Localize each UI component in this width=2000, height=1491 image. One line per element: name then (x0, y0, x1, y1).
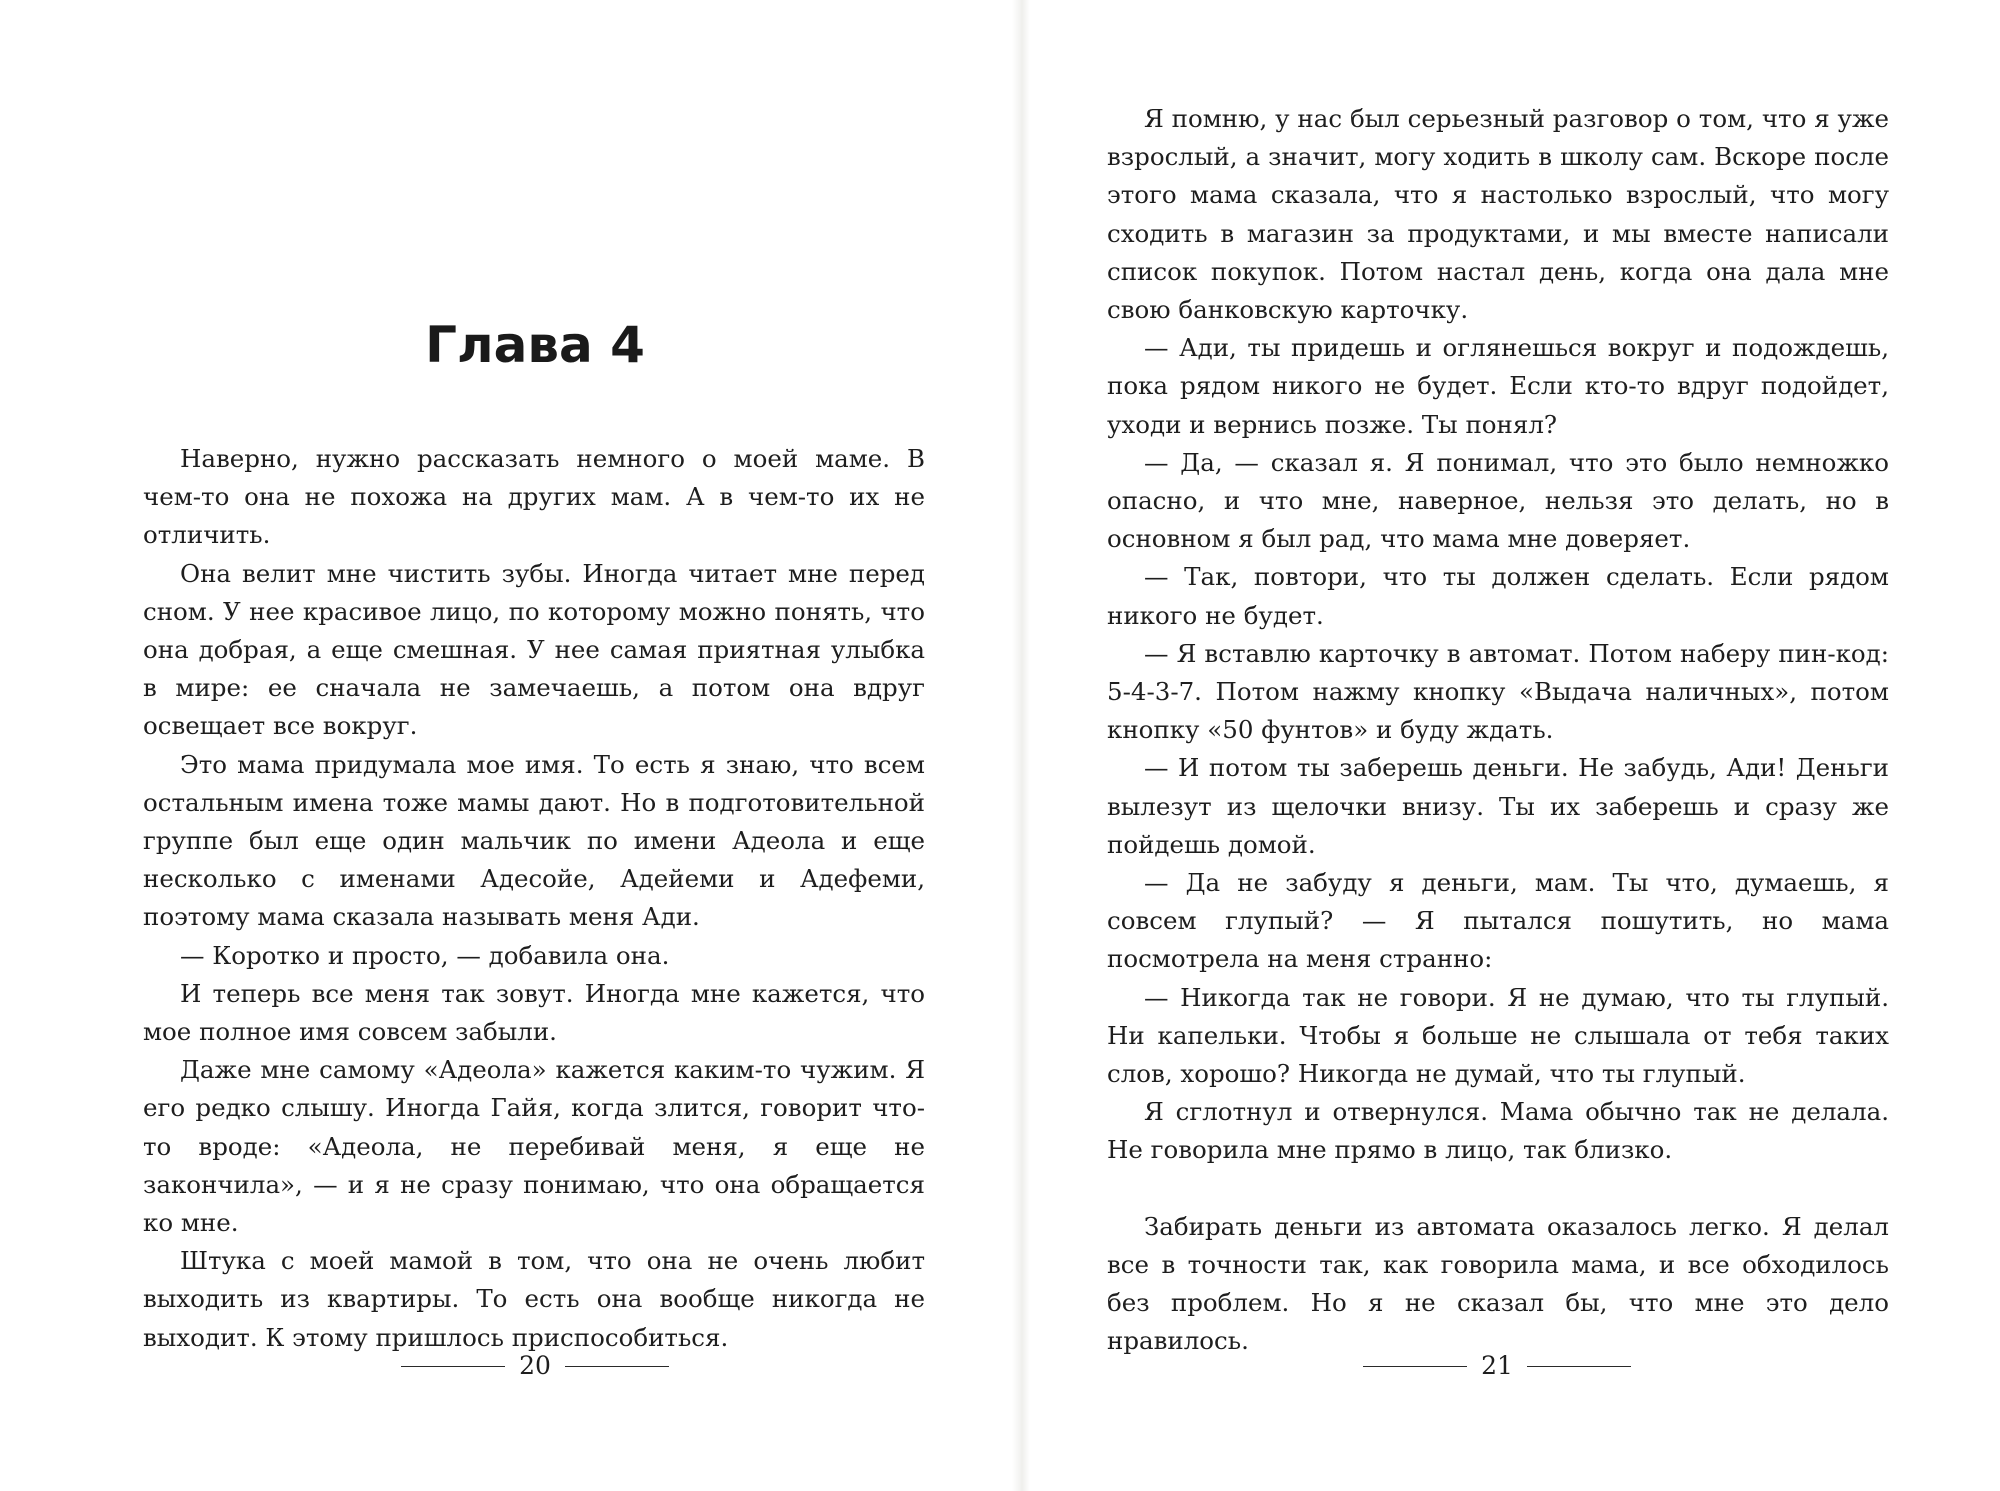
dialogue-paragraph: — И потом ты заберешь деньги. Не забудь, Ади! Деньги вылезут из щелочки внизу. Ты их заберешь и сразу же пойдешь домой. (1107, 753, 1889, 859)
paragraph: Я помню, у нас был серьезный разговор о том, что я уже взрослый, а значит, могу ходить в школу сам. Вскоре после этого мама сказала, что я настолько взрослый, что могу сходить в магазин за продуктами, и мы вместе написали список покупок. Потом настал день, когда она дала мне свою банковскую карточку. (1107, 104, 1889, 325)
paragraph: Я сглотнул и отвернулся. Мама обычно так не делала. Не говорила мне прямо в лицо, так близко. (1107, 1097, 1889, 1165)
chapter-title: Глава 4 (425, 316, 645, 374)
dialogue-paragraph: — Ади, ты придешь и оглянешься вокруг и подождешь, пока рядом никого не будет. Если кто-то вдруг подойдет, уходи и вернись позже. Ты понял? (1107, 333, 1889, 439)
paragraph: Забирать деньги из автомата оказалось легко. Я делал все в точности так, как говорила мама, и все обходилось без проблем. Но я не сказал бы, что мне это дело нравилось. (1107, 1211, 1889, 1356)
paragraph: Она велит мне чистить зубы. Иногда читает мне перед сном. У нее красивое лицо, по которому можно понять, что она добрая, а еще смешная. У нее самая приятная улыбка в мире: ее сначала не замечаешь, а потом она вдруг освещает все вокруг. (143, 558, 925, 741)
paragraph: Штука с моей мамой в том, что она не очень любит выходить из квартиры. То есть она вообще никогда не выходит. К этому пришлось приспособиться. (143, 1246, 925, 1352)
right-page-body (1107, 100, 1889, 1361)
folio-rule-right (1527, 1366, 1631, 1367)
page-number-footer (385, 1346, 685, 1386)
page-number-footer (1347, 1346, 1647, 1386)
scene-break (1107, 1170, 1889, 1208)
dialogue-paragraph: — Я вставлю карточку в автомат. Потом наберу пин-код: 5-4-3-7. Потом нажму кнопку «Выдача наличных», потом кнопку «50 фунтов» и буду ждать. (1107, 638, 1889, 745)
paragraph: Наверно, нужно рассказать немного о моей маме. В чем-то она не похожа на других мам. А в чем-то их не отличить. (143, 444, 925, 550)
page-number: 21 (1481, 1351, 1513, 1380)
book-gutter (1012, 0, 1030, 1491)
dialogue-paragraph: — Да не забуду я деньги, мам. Ты что, думаешь, я совсем глупый? — Я пытался пошутить, но мама посмотрела на меня странно: (1107, 868, 1889, 974)
paragraph: Даже мне самому «Адеола» кажется каким-то чужим. Я его редко слышу. Иногда Гайя, когда злится, говорит что-то вроде: «Адеола, не перебивай меня, я еще не закончила», — и я не сразу понимаю, что она обращается ко мне. (143, 1055, 925, 1238)
folio-rule-right (565, 1366, 669, 1367)
paragraph: Это мама придумала мое имя. То есть я знаю, что всем остальным имена тоже мамы дают. Но в подготовительной группе был еще один мальчик по имени Адеола и еще несколько с именами Адесойе, Адейеми и Адефеми, поэтому мама сказала называть меня Ади. (143, 749, 925, 932)
dialogue-paragraph: — Никогда так не говори. Я не думаю, что ты глупый. Ни капельки. Чтобы я больше не слышала от тебя таких слов, хорошо? Никогда не думай, что ты глупый. (1107, 982, 1889, 1089)
dialogue-paragraph: — Коротко и просто, — добавила она. (180, 940, 670, 970)
folio-rule-left (401, 1366, 505, 1367)
dialogue-paragraph: — Так, повтори, что ты должен сделать. Если рядом никого не будет. (1107, 562, 1889, 630)
left-page-body (143, 440, 925, 1357)
dialogue-paragraph: — Да, — сказал я. Я понимал, что это было немножко опасно, и что мне, наверное, нельзя это делать, но в основном я был рад, что мама мне доверяет. (1107, 447, 1889, 554)
paragraph: И теперь все меня так зовут. Иногда мне кажется, что мое полное имя совсем забыли. (143, 978, 925, 1047)
folio-rule-left (1363, 1366, 1467, 1367)
page-number: 20 (519, 1351, 551, 1380)
